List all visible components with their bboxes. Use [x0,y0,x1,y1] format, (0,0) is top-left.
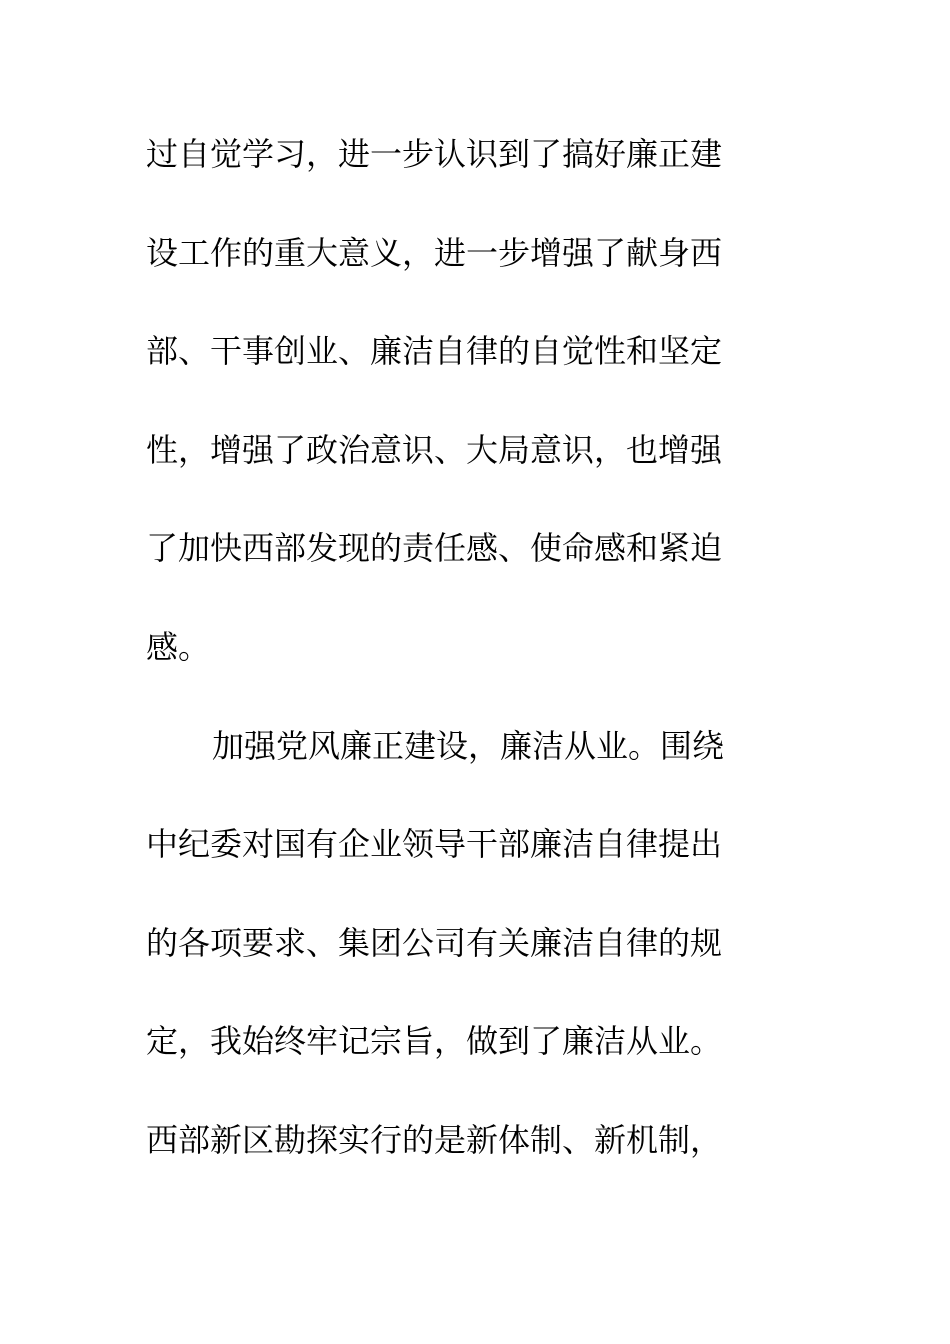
text-line: 中纪委对国有企业领导干部廉洁自律提出 [146,825,723,864]
text-line: 的各项要求、集团公司有关廉洁自律的规 [146,923,723,962]
text-line: 了加快西部发现的责任感、使命感和紧迫 [146,529,723,568]
text-line: 设工作的重大意义，进一步增强了献身西 [146,233,723,272]
text-line: 西部新区勘探实行的是新体制、新机制， [146,1120,723,1159]
text-line: 部、干事创业、廉洁自律的自觉性和坚定 [146,332,723,371]
text-line: 感。 [146,627,211,666]
paragraph-start-line: 加强党风廉正建设，廉洁从业。围绕 [212,726,725,765]
text-line: 定，我始终牢记宗旨，做到了廉洁从业。 [146,1022,723,1061]
text-line: 性，增强了政治意识、大局意识，也增强 [146,430,723,469]
text-line: 过自觉学习，进一步认识到了搞好廉正建 [146,135,723,173]
body-text [146,124,786,1209]
